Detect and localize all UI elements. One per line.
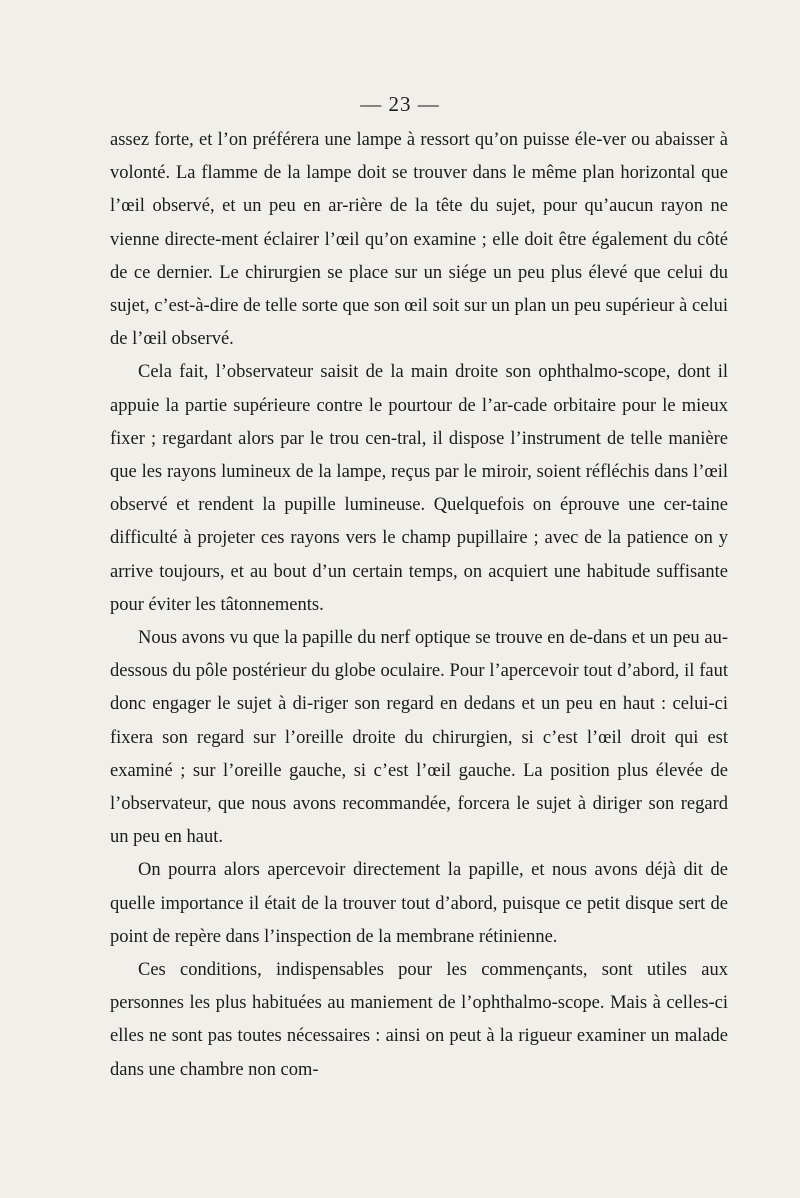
paragraph-2: Cela fait, l’observateur saisit de la main droite son ophthalmo-scope, dont il appuie la partie supérieure contre le pourtour de l’ar-cade orbitaire pour le mieux fixer ; regardant alors par le trou cen-tral, il dispose l’instrument de telle manière que les rayons lumineux de la lampe, reçus par le miroir, soient réfléchis dans l’œil observé et rendent la pupille lumineuse. Quelquefois on éprouve une cer-taine difficulté à projeter ces rayons vers le champ pupillaire ; avec de la patience on y arrive toujours, et au bout d’un certain temps, on acquiert une habitude suffisante pour éviter les tâtonnements. [110,362,728,615]
body-text [110,124,728,1087]
paragraph-1: assez forte, et l’on préférera une lampe à ressort qu’on puisse éle-ver ou abaisser à volonté. La flamme de la lampe doit se trouver dans le même plan horizontal que l’œil observé, et un peu en ar-rière de la tête du sujet, pour qu’aucun rayon ne vienne directe-ment éclairer l’œil qu’on examine ; elle doit être également du côté de ce dernier. Le chirurgien se place sur un siége un peu plus élevé que celui du sujet, c’est-à-dire de telle sorte que son œil soit sur un plan un peu supérieur à celui de l’œil observé. [110,130,728,350]
paragraph-4: On pourra alors apercevoir directement la papille, et nous avons déjà dit de quelle importance il était de la trouver tout d’abord, puisque ce petit disque sert de point de repère dans l’inspection de la membrane rétinienne. [110,860,728,947]
page-number: — 23 — [360,92,440,116]
paragraph-3: Nous avons vu que la papille du nerf optique se trouve en de-dans et un peu au-dessous du pôle postérieur du globe oculaire. Pour l’apercevoir tout d’abord, il faut donc engager le sujet à di-riger son regard en dedans et un peu en haut : celui-ci fixera son regard sur l’oreille droite du chirurgien, si c’est l’œil droit qui est examiné ; sur l’oreille gauche, si c’est l’œil gauche. La position plus élevée de l’observateur, que nous avons recommandée, forcera le sujet à diriger son regard un peu en haut. [110,628,728,848]
paragraph-5: Ces conditions, indispensables pour les commençants, sont utiles aux personnes les plus habituées au maniement de l’ophthalmo-scope. Mais à celles-ci elles ne sont pas toutes nécessaires : ainsi on peut à la rigueur examiner un malade dans une chambre non com- [110,960,728,1080]
